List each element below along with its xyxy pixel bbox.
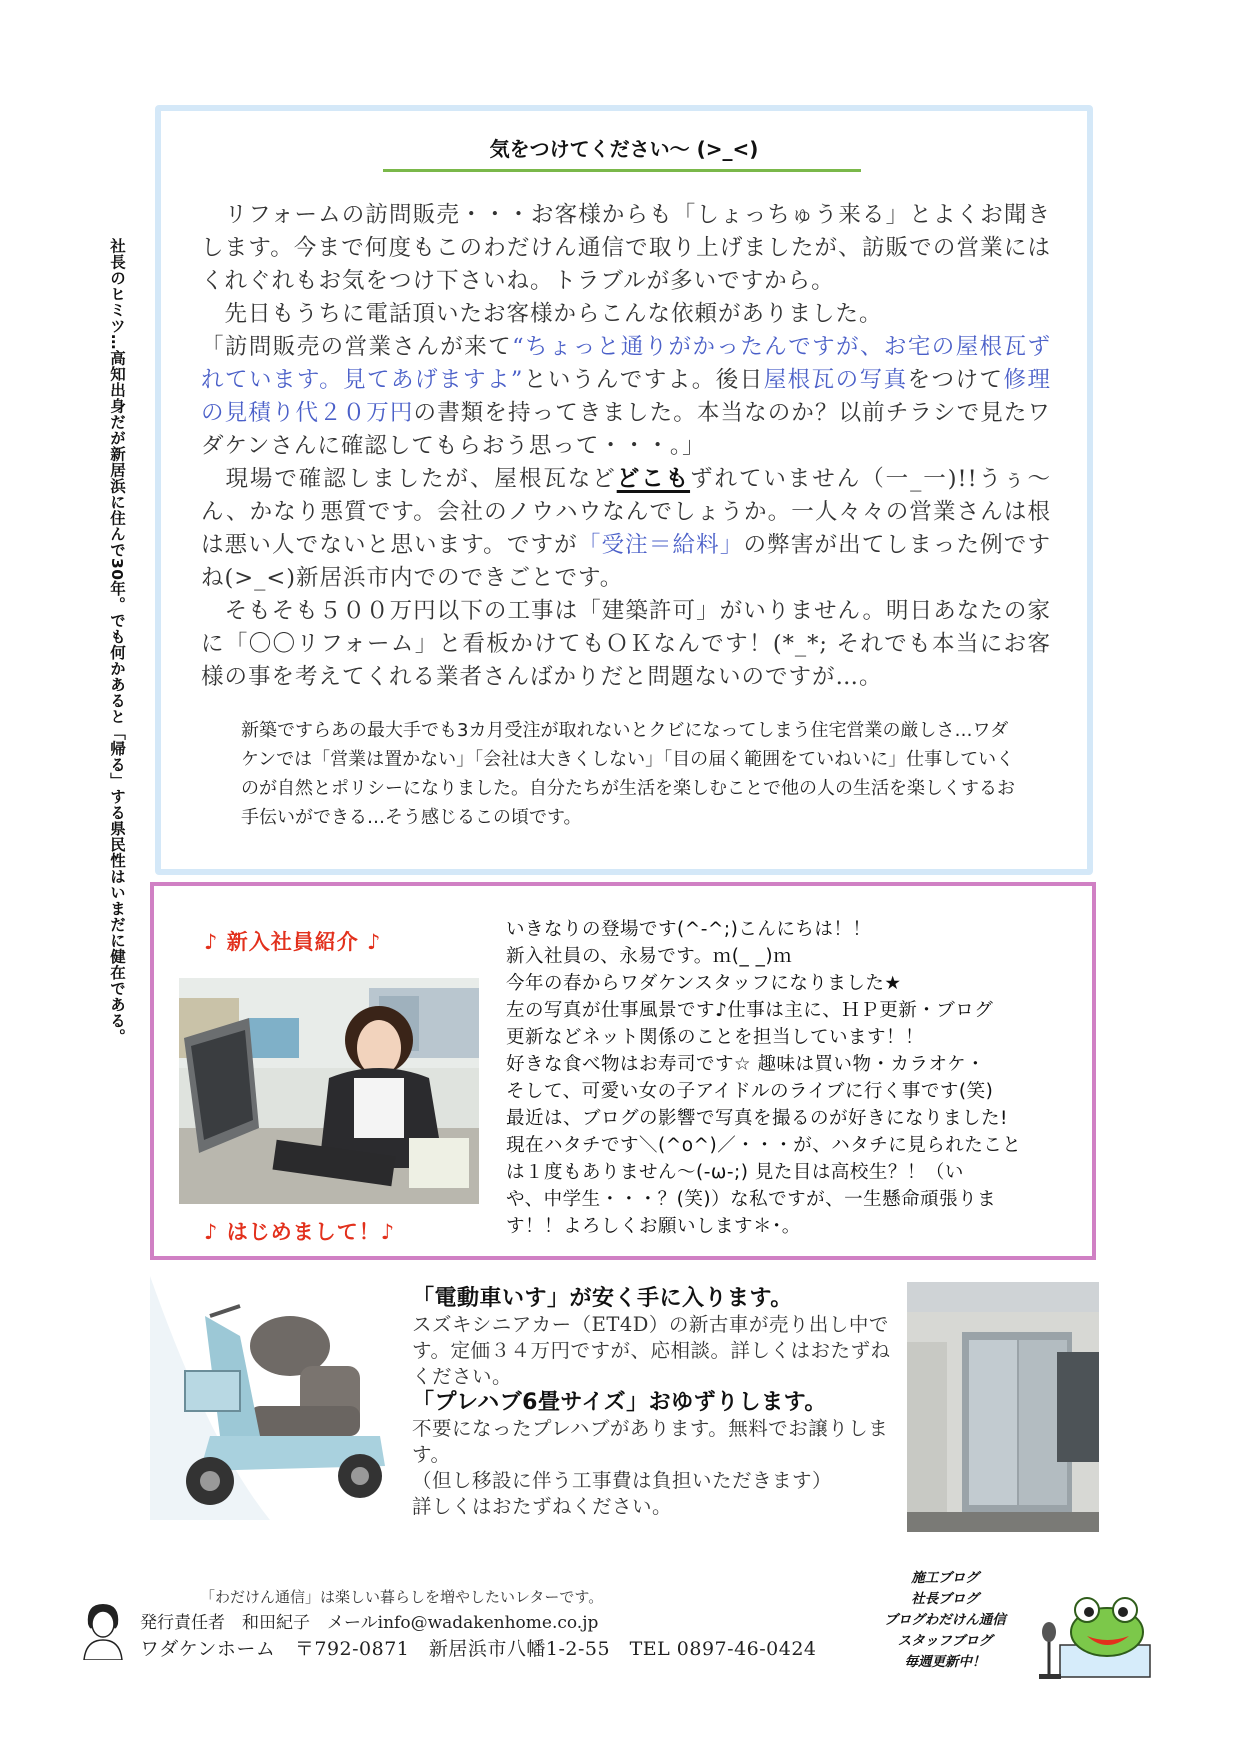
intro-line: す！！よろしくお願いします＊･｡ <box>506 1216 792 1237</box>
quote-text: 「訪問販売の営業さんが来て <box>201 334 513 360</box>
intro-line: いきなりの登場です(^-^;)こんにちは！！ <box>506 919 872 940</box>
person-icon <box>80 1600 126 1660</box>
blog-link-president[interactable]: 社長ブログ <box>911 1591 979 1607</box>
new-staff-section <box>150 882 1096 1260</box>
quote-text: をつけて <box>907 367 1004 393</box>
warning-body <box>201 199 1051 694</box>
side-note-vertical: 社長のヒミツ…高知出身だが新居浜に住んで30年。でも何かあると「帰る」する県民性はいまだに健在である。 <box>108 238 126 1045</box>
warning-section <box>155 105 1093 875</box>
frog-mascot <box>1035 1590 1155 1680</box>
paragraph-4: そもそも５００万円以下の工事は「建築許可」がいりません。明日あなたの家に「〇〇リフォーム」と看板かけてもＯＫなんです！(*_*; それでも本当にお客様の事を考えてくれる業者さんばかりだと問題ないのですが…。 <box>201 598 1051 690</box>
staff-introduction <box>506 916 1076 1240</box>
quote-highlight: 屋根瓦の写真 <box>763 367 908 393</box>
intro-line: 新入社員の、永易です。ｍ(_ _)ｍ <box>506 946 793 967</box>
footer-tagline: 「わだけん通信」は楽しい暮らしを増やしたいレターです。 <box>200 1588 604 1606</box>
publisher-avatar <box>80 1600 126 1660</box>
intro-line: や、中学生・・・？(笑)）な私ですが、一生懸命頑張りま <box>506 1189 997 1210</box>
staff-photo <box>179 978 479 1204</box>
intro-line: 好きな食べ物はお寿司です☆ 趣味は買い物・カラオケ・ <box>506 1054 986 1075</box>
footer-publisher: 発行責任者 和田紀子 メールinfo@wadakenhome.co.jp <box>140 1613 599 1633</box>
new-staff-heading: ♪ 新入社員紹介 ♪ <box>204 930 382 954</box>
scooter-image <box>150 1276 410 1520</box>
title-underline <box>383 169 861 172</box>
text: 現場で確認しましたが、屋根瓦など <box>201 466 617 492</box>
prefab-body: 不要になったプレハブがあります。無料でお譲りします。 <box>412 1417 889 1466</box>
intro-line: 更新などネット関係のことを担当しています！！ <box>506 1027 925 1048</box>
prefab-heading: 「プレハブ6畳サイズ」おゆずりします。 <box>412 1390 827 1415</box>
text: ずれていません（一_一)!!うぅ～ん、かなり悪質です。会社のノウハウなんでしょうか。一人々々の営業さんは根は悪い人でないと思います。ですが <box>201 466 1051 558</box>
prefab-image <box>907 1282 1099 1532</box>
quote-text: というんですよ。後日 <box>523 367 764 393</box>
prefab-illustration <box>907 1282 1099 1532</box>
sale-notices <box>412 1286 907 1520</box>
greeting-text: ♪ はじめまして！♪ <box>204 1220 396 1244</box>
staff-photo-illustration <box>179 978 479 1204</box>
warning-title: 気をつけてください～ (>_<) <box>489 137 759 161</box>
intro-line: 現在ハタチです＼(^o^)／・・・が、ハタチに見られたこと <box>506 1135 1022 1156</box>
frog-mascot-icon <box>1035 1590 1155 1680</box>
paragraph-3 <box>201 463 1051 595</box>
wheelchair-body: スズキシニアカー（ET4D）の新古車が売り出し中です。定価３４万円ですが、応相談。詳しくはおたずねください。 <box>412 1313 891 1388</box>
wheelchair-heading: 「電動車いす」が安く手に入ります。 <box>412 1286 793 1311</box>
highlight: 「受注＝給料」 <box>577 532 744 558</box>
quote-paragraph <box>201 331 1051 463</box>
quote-highlight: 修理の見積り代２０万円 <box>201 367 1051 426</box>
blog-link-construction[interactable]: 施工ブログ <box>911 1570 979 1586</box>
intro-line: 今年の春からワダケンスタッフになりました★ <box>506 973 902 994</box>
intro-line: そして、可愛い女の子アイドルのライブに行く事です(笑) <box>506 1081 994 1102</box>
quote-highlight: “ちょっと通りがかったんですが、お宅の屋根瓦ずれています。見てあげますよ” <box>201 334 1051 393</box>
intro-line: 最近は、ブログの影響で写真を撮るのが好きになりました! <box>506 1108 1008 1129</box>
prefab-contact: 詳しくはおたずねください。 <box>412 1495 673 1518</box>
blog-link-staff[interactable]: スタッフブログ <box>897 1633 993 1649</box>
footer-address: ワダケンホーム 〒792-0871 新居浜市八幡1-2-55 TEL 0897-46-0424 <box>140 1638 817 1660</box>
emphasis: どこも <box>616 466 691 492</box>
scooter-illustration <box>150 1276 410 1520</box>
prefab-note: （但し移設に伴う工事費は負担いただきます） <box>412 1469 833 1492</box>
blog-list <box>860 1568 1030 1673</box>
paragraph-1: リフォームの訪問販売・・・お客様からも「しょっちゅう来る」とよくお聞きします。今まで何度もこのわだけん通信で取り上げましたが、訪販での営業にはくれぐれもお気をつけ下さいね。トラブルが多いですから。 <box>201 202 1051 294</box>
paragraph-2: 先日もうちに電話頂いたお客様からこんな依頼がありました。 <box>201 301 883 327</box>
blog-update-note: 毎週更新中！ <box>904 1654 986 1670</box>
text: の弊害が出てしまった例ですね(>_<)新居浜市内でのできごとです。 <box>201 532 1051 591</box>
blog-link-newsletter[interactable]: ブログわだけん通信 <box>884 1612 1006 1628</box>
intro-line: 左の写真が仕事風景です♪仕事は主に、ＨＰ更新・ブログ <box>506 1000 994 1021</box>
policy-note: 新築ですらあの最大手でも3カ月受注が取れないとクビになってしまう住宅営業の厳しさ…ワダケンでは「営業は置かない」「会社は大きくしない」「目の届く範囲をていねいに」仕事していくのが自然とポリシーになりました。自分たちが生活を楽しむことで他の人の生活を楽しくするお手伝いができる…そう感じるこの頃です。 <box>241 720 1015 828</box>
quote-text: の書類を持ってきました。本当なのか？以前チラシで見たワダケンさんに確認してもらおう思って・・・。」 <box>201 400 1051 459</box>
intro-line: は１度もありません～(-ω-;) 見た目は高校生？！（い <box>506 1162 964 1183</box>
